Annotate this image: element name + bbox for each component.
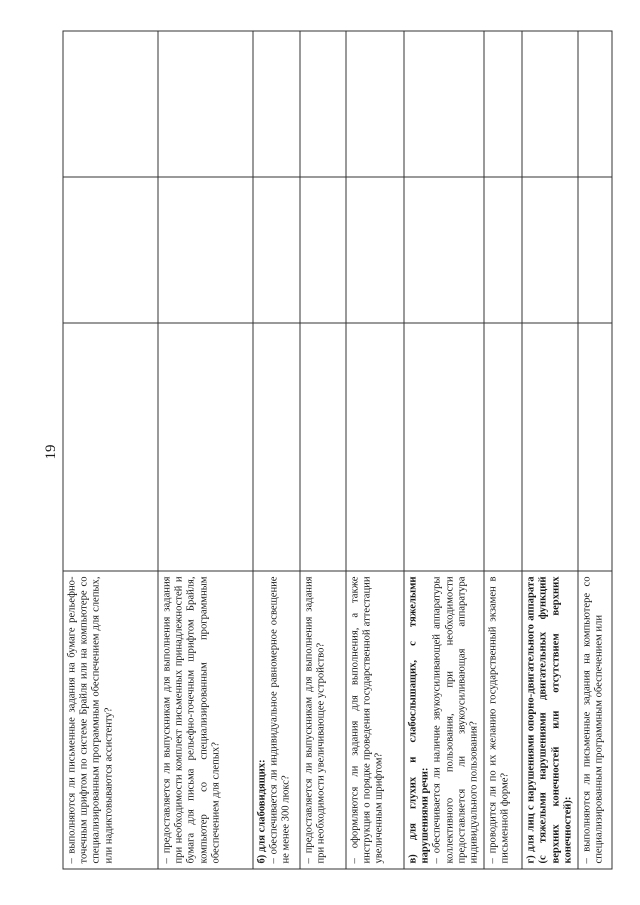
answer-cell <box>158 323 253 571</box>
table-row <box>522 31 578 869</box>
table-row <box>346 31 404 869</box>
answer-cell <box>253 323 300 571</box>
table-row <box>300 31 346 869</box>
question-text: – предоставляется ли выпускникам для выполнения задания при необходимости увеличивающее устройство? <box>303 576 327 863</box>
answer-cell <box>578 31 612 177</box>
answer-cell <box>404 31 484 177</box>
question-text: – обеспечивается ли индивидуальное равномерное освещение не менее 300 люкс? <box>268 576 292 863</box>
question-cell <box>253 571 300 869</box>
answer-cell <box>63 323 158 571</box>
table-row <box>253 31 300 869</box>
question-cell <box>63 571 158 869</box>
answer-cell <box>158 177 253 323</box>
table-row <box>484 31 522 869</box>
table-row <box>63 31 158 869</box>
question-cell <box>346 571 404 869</box>
question-cell <box>158 571 253 869</box>
answer-cell <box>300 31 346 177</box>
answer-cell <box>578 177 612 323</box>
question-cell <box>522 571 578 869</box>
answer-cell <box>300 323 346 571</box>
checklist-table-frame <box>63 31 605 869</box>
answer-cell <box>484 31 522 177</box>
question-text: – выполняются ли письменные задания на компьютере со специализированным программным обеспечением или <box>581 576 605 863</box>
answer-cell <box>346 31 404 177</box>
table-row <box>158 31 253 869</box>
answer-cell <box>158 31 253 177</box>
answer-cell <box>522 177 578 323</box>
answer-cell <box>63 31 158 177</box>
answer-cell <box>404 177 484 323</box>
category-heading: б) для слабовидящих: <box>256 758 268 863</box>
question-cell <box>300 571 346 869</box>
category-heading: г) для лиц с нарушениями опорно-двигательного аппарата (с тяжелыми нарушениями двигательных функций верхних конечностей или отсутствием верхних конечностей): <box>525 576 574 863</box>
answer-cell <box>300 177 346 323</box>
answer-cell <box>522 323 578 571</box>
category-heading: в) для глухих и слабослышащих, с тяжелыми нарушениями речи: <box>407 576 431 863</box>
question-text: – оформляются ли задания для выполнения, а также инструкция о порядке проведения государственной аттестации увеличенным шрифтом? <box>349 576 385 863</box>
table-row <box>578 31 612 869</box>
question-text: – предоставляется ли выпускникам для выполнения задания при необходимости комплект письменных принадлежностей и бумага для письма рельефно-точечным шрифтом Брайля, компьютер со специализированным программным обеспечением для слепых? <box>161 576 222 863</box>
answer-cell <box>484 177 522 323</box>
answer-cell <box>522 31 578 177</box>
table-row <box>404 31 484 869</box>
answer-cell <box>63 177 158 323</box>
question-text: – обеспечивается ли наличие звукоусиливающей аппаратуры коллективного пользования, при необходимости предоставляется ли звукоусиливающая аппаратура индивидуального пользования? <box>431 576 480 863</box>
answer-cell <box>346 177 404 323</box>
page-number: 19 <box>43 444 59 460</box>
question-text: – проводится ли по их желанию государственный экзамен в письменной форме? <box>487 576 511 863</box>
question-cell <box>578 571 612 869</box>
answer-cell <box>253 31 300 177</box>
question-text: – выполняются ли письменные задания на бумаге рельефно-точечным шрифтом по системе Брайля или на компьютере со специализированным программным обеспечением для слепых, или надиктовываются ассистенту? <box>66 576 115 863</box>
answer-cell <box>484 323 522 571</box>
question-cell <box>484 571 522 869</box>
answer-cell <box>578 323 612 571</box>
question-cell <box>404 571 484 869</box>
checklist-table <box>63 30 613 869</box>
answer-cell <box>253 177 300 323</box>
answer-cell <box>404 323 484 571</box>
answer-cell <box>346 323 404 571</box>
